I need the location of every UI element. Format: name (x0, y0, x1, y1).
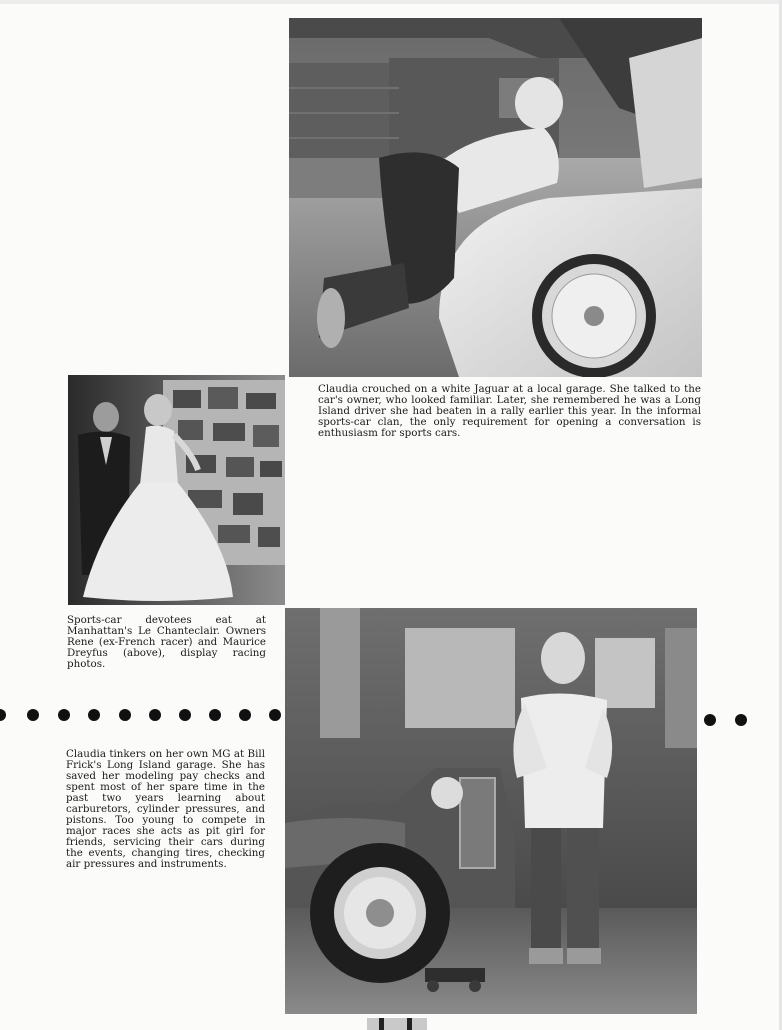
jaguar-photo (289, 18, 702, 377)
jaguar-caption: Claudia crouched on a white Jaguar at a local garage. She talked to the car's owner, who looked familiar. Later, she remembered he was a Long Island driver she had beaten in a rally earlier this year. In the informal sports-car clan, the only requirement for opening a conversation is enthusiasm for sports cars. (318, 383, 701, 439)
divider-dot (704, 714, 716, 726)
divider-dot (269, 709, 281, 721)
page-top-edge (0, 0, 782, 4)
restaurant-photo-art (68, 375, 285, 605)
garage-photo (285, 608, 697, 1014)
bottom-tab-mark (379, 1018, 384, 1030)
divider-dot (58, 709, 70, 721)
page-bottom-tab (367, 1018, 427, 1030)
divider-dot (209, 709, 221, 721)
jaguar-photo-art (289, 18, 702, 377)
divider-dot (735, 714, 747, 726)
bottom-tab-mark (407, 1018, 412, 1030)
mg-caption: Claudia tinkers on her own MG at Bill Frick's Long Island garage. She has saved her modeling pay checks and spent most of her spare time in the past two years learning about carburetors, cylinder pressures, and pistons. Too young to compete in major races she acts as pit girl for friends, servicing their cars during the events, changing tires, checking air pressures and instruments. (66, 748, 265, 870)
divider-dot (0, 709, 6, 721)
restaurant-photo (68, 375, 285, 605)
divider-dot (119, 709, 131, 721)
divider-dot (179, 709, 191, 721)
divider-dot (27, 709, 39, 721)
divider-dot (239, 709, 251, 721)
divider-dot (88, 709, 100, 721)
garage-photo-art (285, 608, 697, 1014)
restaurant-caption: Sports-car devotees eat at Manhattan's Le Chanteclair. Owners Rene (ex-French racer) and Maurice Dreyfus (above), display racing photos. (67, 614, 266, 670)
divider-dot (149, 709, 161, 721)
